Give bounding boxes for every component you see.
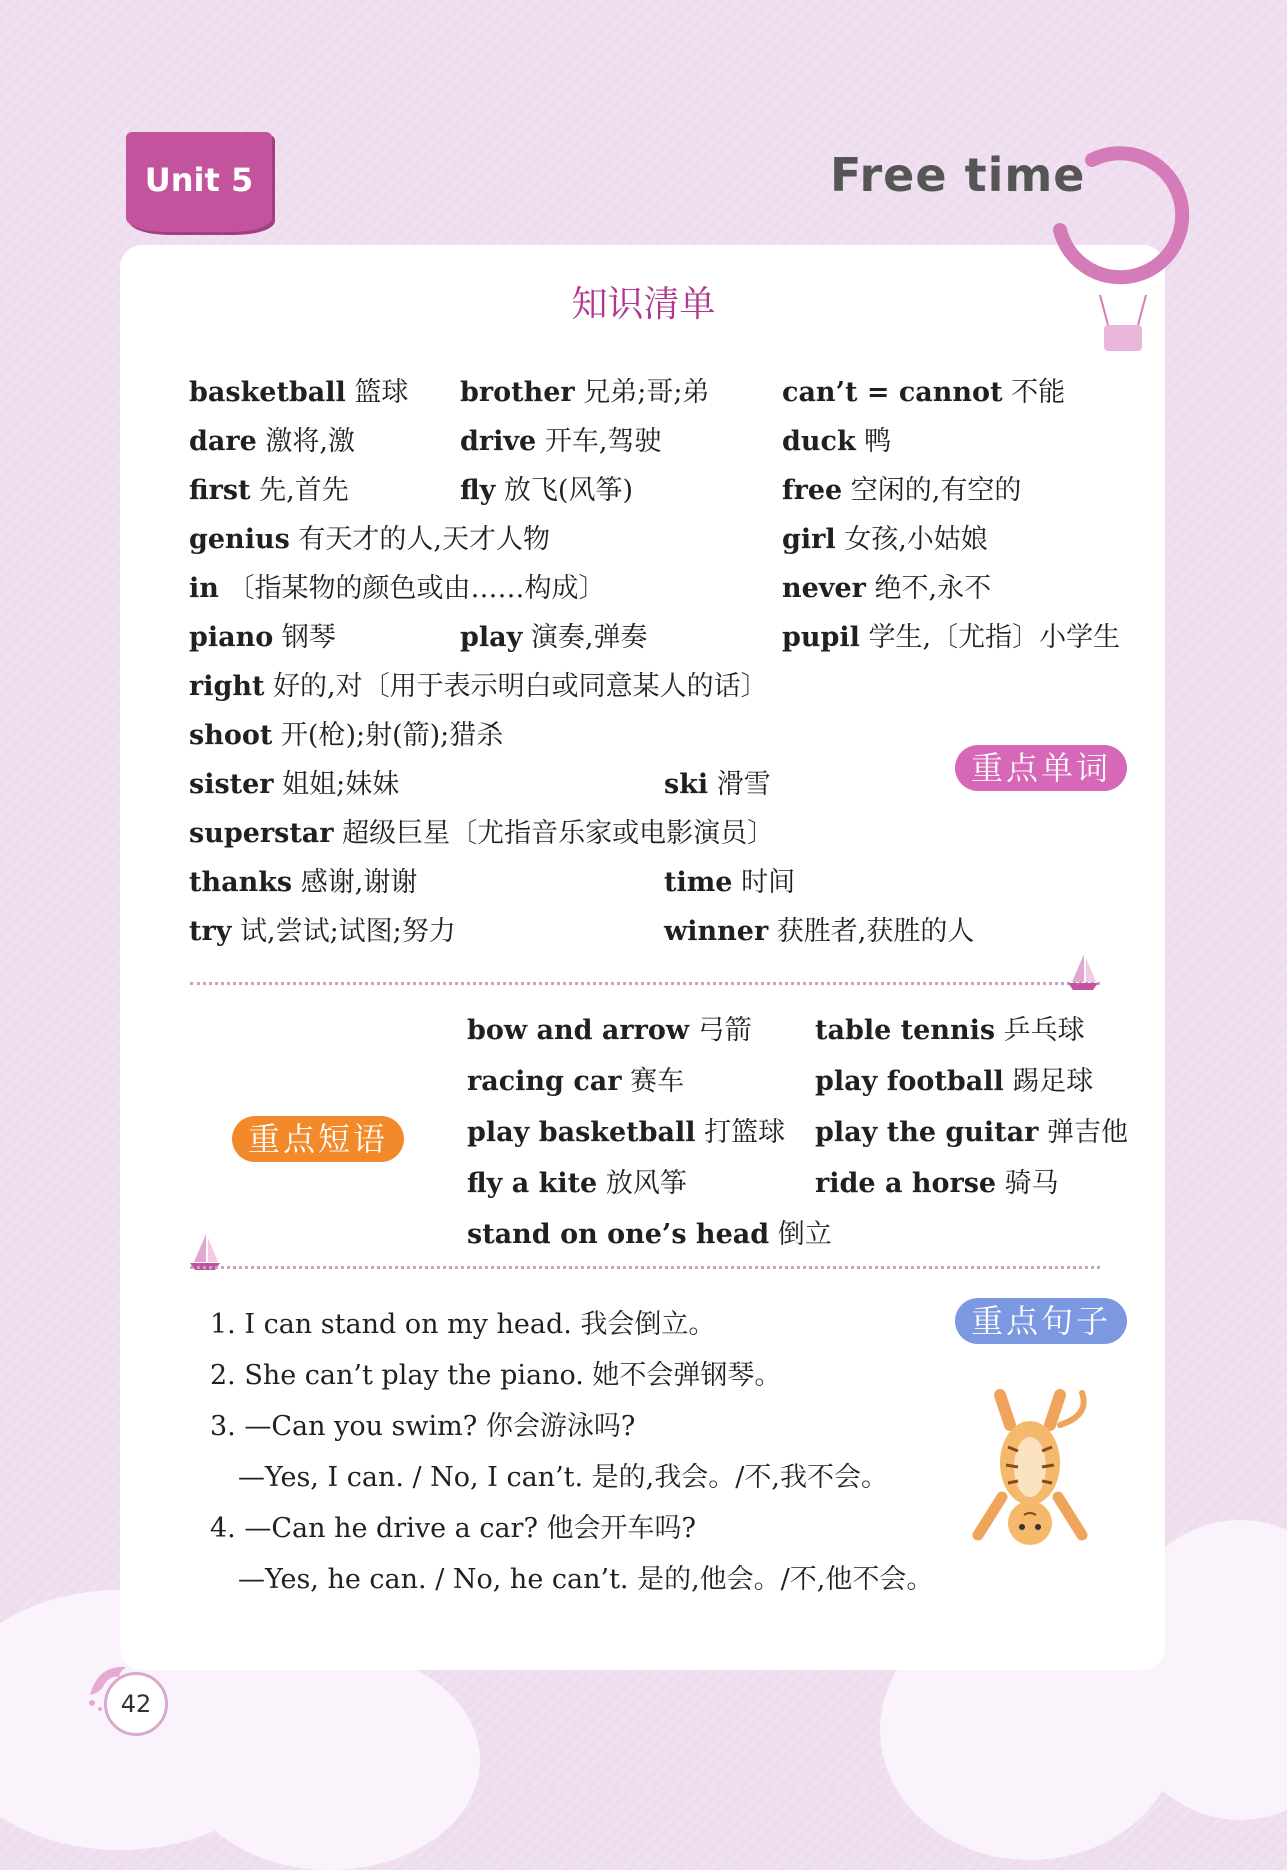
word-english: shoot: [189, 720, 273, 751]
word-entry: [189, 713, 503, 752]
sentence-item: —Yes, I can. / No, I can’t. 是的,我会。/不,我不会。: [238, 1462, 888, 1493]
hot-air-balloon-icon: [1030, 140, 1200, 370]
word-entry: [664, 762, 771, 801]
phrase-chinese: 打篮球: [704, 1117, 786, 1148]
word-chinese: 试,尝试;试图;努力: [239, 916, 456, 947]
word-chinese: 钢琴: [281, 622, 336, 653]
word-entry: [782, 566, 991, 605]
word-entry: [189, 419, 355, 458]
phrase-chinese: 倒立: [777, 1219, 832, 1250]
word-entry: [782, 468, 1021, 507]
word-chinese: 激将,激: [265, 426, 355, 457]
word-chinese: 感谢,谢谢: [300, 867, 418, 898]
word-entry: [782, 615, 1120, 654]
word-chinese: 开车,驾驶: [544, 426, 662, 457]
unit-tab: Unit 5: [126, 132, 272, 232]
word-entry: [782, 419, 891, 458]
sentence-item: 4. —Can he drive a car? 他会开车吗?: [210, 1513, 696, 1544]
word-chinese: 〔指某物的颜色或由……构成〕: [227, 573, 606, 604]
phrase-english: table tennis: [815, 1015, 996, 1046]
word-entry: [189, 811, 774, 850]
word-entry: [460, 419, 661, 458]
word-chinese: 鸭: [864, 426, 892, 457]
phrase-english: ride a horse: [815, 1168, 997, 1199]
word-entry: [189, 566, 605, 605]
key-phrases-badge: 重点短语: [232, 1116, 404, 1162]
word-entry: [189, 370, 408, 409]
word-english: never: [782, 573, 866, 604]
word-entry: [664, 860, 795, 899]
word-english: can’t = cannot: [782, 377, 1003, 408]
phrase-english: play basketball: [467, 1117, 696, 1148]
phrase-entry: [467, 1008, 752, 1047]
word-entry: [189, 517, 550, 556]
word-chinese: 获胜者,获胜的人: [776, 916, 975, 947]
word-chinese: 时间: [741, 867, 796, 898]
key-words-badge: 重点单词: [955, 745, 1127, 791]
word-english: genius: [189, 524, 290, 555]
phrase-chinese: 赛车: [630, 1066, 685, 1097]
word-chinese: 有天才的人,天才人物: [298, 524, 550, 555]
phrase-english: fly a kite: [467, 1168, 598, 1199]
word-english: piano: [189, 622, 274, 653]
phrase-entry: [467, 1110, 785, 1149]
word-english: try: [189, 916, 232, 947]
word-english: pupil: [782, 622, 860, 653]
word-entry: [460, 615, 648, 654]
phrase-chinese: 弓箭: [697, 1015, 752, 1046]
word-chinese: 姐姐;妹妹: [282, 769, 400, 800]
page-title: Free time: [830, 148, 1086, 202]
word-chinese: 篮球: [354, 377, 409, 408]
phrase-english: play the guitar: [815, 1117, 1039, 1148]
word-entry: [189, 860, 417, 899]
word-english: superstar: [189, 818, 334, 849]
word-english: thanks: [189, 867, 293, 898]
phrase-chinese: 弹吉他: [1046, 1117, 1128, 1148]
word-entry: [189, 909, 456, 948]
word-english: ski: [664, 769, 709, 800]
word-chinese: 兄弟;哥;弟: [583, 377, 710, 408]
sentence-item: 2. She can’t play the piano. 她不会弹钢琴。: [210, 1360, 782, 1391]
key-sentences-badge: 重点句子: [955, 1298, 1127, 1344]
word-chinese: 不能: [1011, 377, 1066, 408]
word-english: sister: [189, 769, 274, 800]
page-number: 42: [104, 1672, 168, 1736]
word-entry: [460, 370, 709, 409]
divider: [190, 982, 1100, 985]
word-chinese: 绝不,永不: [874, 573, 992, 604]
sailboat-icon: [1066, 952, 1100, 992]
sentence-item: —Yes, he can. / No, he can’t. 是的,他会。/不,他不会。: [238, 1564, 934, 1595]
word-chinese: 开(枪);射(箭);猎杀: [280, 720, 504, 751]
tiger-illustration: [960, 1385, 1100, 1555]
word-english: free: [782, 475, 843, 506]
phrase-entry: [815, 1008, 1085, 1047]
phrase-chinese: 骑马: [1004, 1168, 1059, 1199]
word-chinese: 女孩,小姑娘: [844, 524, 988, 555]
word-entry: [664, 909, 974, 948]
word-entry: [189, 664, 768, 703]
phrase-english: bow and arrow: [467, 1015, 690, 1046]
phrase-entry: [815, 1110, 1128, 1149]
word-entry: [189, 762, 399, 801]
phrase-english: stand on one’s head: [467, 1219, 770, 1250]
word-english: first: [189, 475, 251, 506]
phrase-entry: [467, 1161, 687, 1200]
phrase-english: racing car: [467, 1066, 622, 1097]
word-english: duck: [782, 426, 856, 457]
word-chinese: 滑雪: [716, 769, 771, 800]
phrase-entry: [467, 1059, 684, 1098]
word-entry: [189, 468, 349, 507]
phrase-chinese: 放风筝: [605, 1168, 687, 1199]
sentence-item: 1. I can stand on my head. 我会倒立。: [210, 1309, 716, 1340]
section-heading: 知识清单: [571, 284, 716, 325]
word-entry: [189, 615, 336, 654]
divider: [190, 1266, 1100, 1269]
word-english: in: [189, 573, 219, 604]
word-entry: [782, 517, 988, 556]
word-chinese: 放飞(风筝): [503, 475, 633, 506]
word-entry: [460, 468, 633, 507]
phrase-chinese: 踢足球: [1012, 1066, 1094, 1097]
word-english: girl: [782, 524, 836, 555]
phrase-entry: [815, 1161, 1059, 1200]
word-chinese: 先,首先: [259, 475, 349, 506]
word-english: winner: [664, 916, 769, 947]
phrase-chinese: 乒乓球: [1003, 1015, 1085, 1046]
sentence-item: 3. —Can you swim? 你会游泳吗?: [210, 1411, 636, 1442]
word-english: time: [664, 867, 733, 898]
word-english: play: [460, 622, 523, 653]
word-english: drive: [460, 426, 537, 457]
phrase-entry: [815, 1059, 1093, 1098]
word-english: brother: [460, 377, 575, 408]
word-english: basketball: [189, 377, 346, 408]
phrase-entry: [467, 1212, 832, 1251]
word-chinese: 空闲的,有空的: [850, 475, 1022, 506]
phrase-english: play football: [815, 1066, 1004, 1097]
word-chinese: 好的,对〔用于表示明白或同意某人的话〕: [273, 671, 768, 702]
cloud-decoration: [180, 1650, 480, 1870]
word-chinese: 超级巨星〔尤指音乐家或电影演员〕: [342, 818, 775, 849]
word-entry: [782, 370, 1065, 409]
word-english: dare: [189, 426, 257, 457]
word-chinese: 演奏,弹奏: [530, 622, 648, 653]
word-english: right: [189, 671, 265, 702]
word-english: fly: [460, 475, 496, 506]
word-chinese: 学生,〔尤指〕小学生: [868, 622, 1121, 653]
